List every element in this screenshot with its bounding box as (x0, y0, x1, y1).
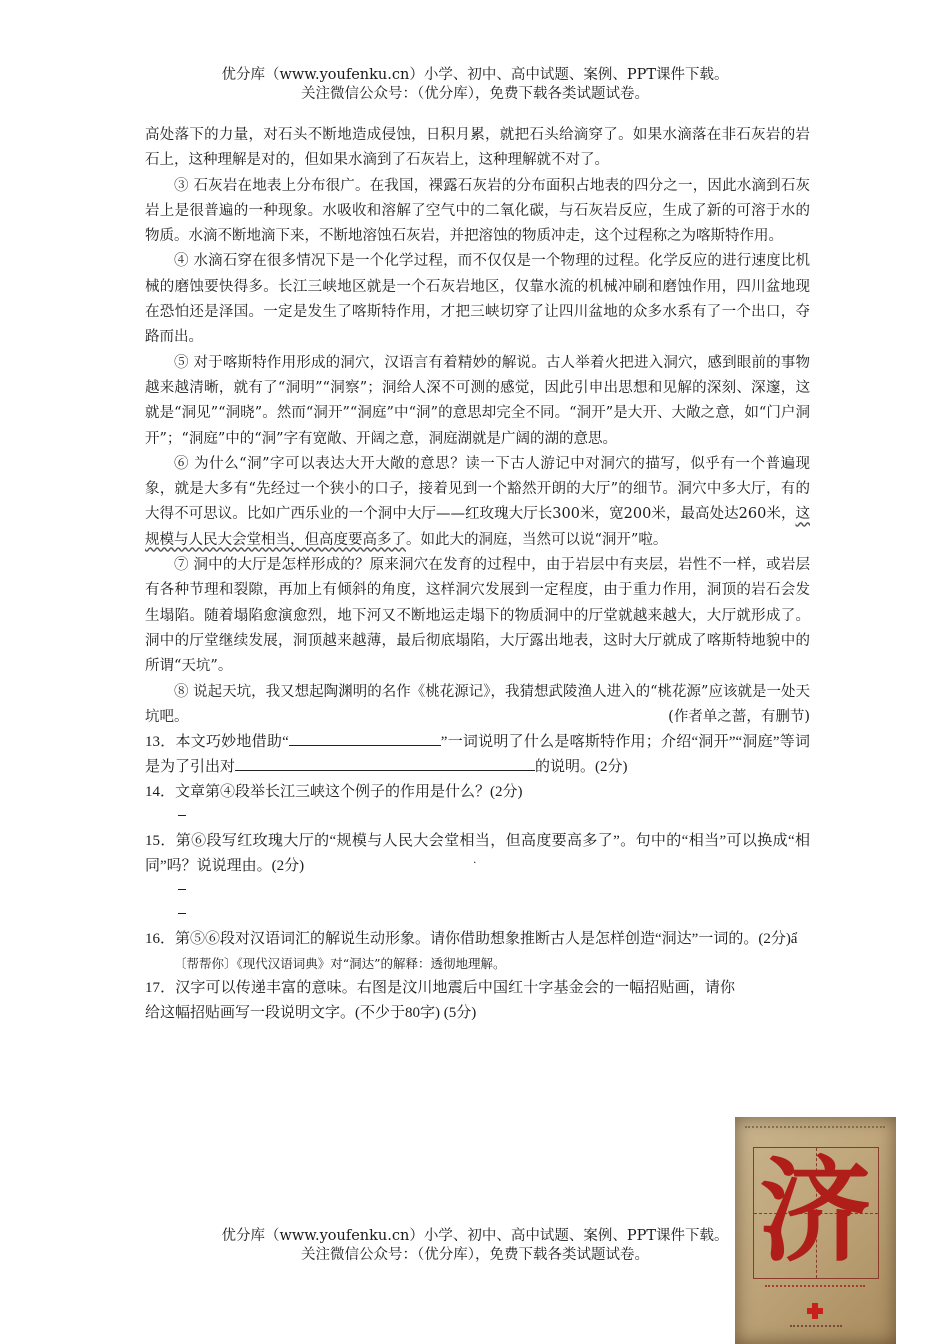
author-note: (作者单之蔷，有删节) (668, 708, 810, 725)
paragraph-6-text-a: ⑥ 为什么“洞”字可以表达大开大敞的意思？读一下古人游记中对洞穴的描写，似乎有一个普遍现象，就是大多有“先经过一个狭小的口子，接着见到一个豁然开朗的大厅”的细节。洞穴中多大厅，有的大得不可思议。比如广西乐业的一个洞中大厅——红玫瑰大厅长300米，宽200米，最高处达260米， (145, 455, 810, 523)
wavy-underlined-sentence: 这规模与人民大会堂相当，但高度要高多了 (145, 506, 810, 548)
question-15 (145, 829, 810, 879)
paragraph-6 (145, 452, 810, 553)
q15-text-b: ，但高度要高多了”。句中的“相当”可以换成“相同”吗？说说理由。(2分) (145, 833, 810, 875)
page-footer (0, 1227, 950, 1265)
footer-line-2: 关注微信公众号：（优分库），免费下载各类试题试卷。 (301, 1247, 649, 1263)
q13-text-a: 13．本文巧妙地借助“ (145, 734, 289, 751)
q13-text-b: ”一词说明了什么是喀斯特作用；介绍“洞开”“洞庭”等词是为了引出对 (145, 734, 810, 776)
paragraph-8-text: ⑧ 说起天坑，我又想起陶渊明的名作《桃花源记》，我猜想武陵渔人进入的“桃花源”应该就是一处天坑吧。 (145, 683, 810, 725)
reading-passage (145, 123, 810, 1026)
q15-text-a: 15．第⑥段写红玫瑰大厅的“规模与人民大会堂 (145, 833, 460, 850)
page-header (0, 66, 950, 104)
q15-answer-line-1[interactable] (145, 879, 810, 903)
question-14: 14．文章第④段举长江三峡这个例子的作用是什么？(2分) (145, 784, 523, 801)
poster-organization-caption (790, 1325, 842, 1331)
question-17: 17．汉字可以传递丰富的意味。右图是汶川地震后中国红十字基金会的一幅招贴画，请你给这幅招贴画写一段说明文字。(不少于80字) (5分) (145, 980, 735, 1022)
poster-slogan (765, 1285, 865, 1291)
red-cross-icon (807, 1303, 823, 1319)
q13-answer-blank-2[interactable] (235, 755, 535, 771)
footer-line-1: 优分库（www.youfenku.cn）小学、初中、高中试题、案例、PPT课件下载。 (221, 1228, 729, 1244)
question-16: 16．第⑤⑥段对汉语词汇的解说生动形象。请你借助想象推断古人是怎样创造“洞达”一词的。(2分)ẩ (145, 931, 798, 948)
paragraph-7: ⑦ 洞中的大厅是怎样形成的？原来洞穴在发育的过程中，由于岩层中有夹层，岩性不一样，或岩层有各种节理和裂隙，再加上有倾斜的角度，这样洞穴发展到一定程度，由于重力作用，洞顶的岩石会发生塌陷。随着塌陷愈演愈烈，地下河又不断地运走塌下的物质洞中的厅堂就越来越大，大厅就形成了。洞中的厅堂继续发展，洞顶越来越薄，最后彻底塌陷，大厅露出地表，这时大厅就成了喀斯特地貌中的所谓“天坑”。 (145, 557, 810, 675)
paragraph-6-text-b: 。如此大的洞庭，当然可以说“洞开”啦。 (406, 531, 668, 548)
q14-answer-line[interactable] (145, 805, 810, 829)
q13-text-c: 的说明。(2分) (535, 759, 628, 776)
header-line-1: 优分库（www.youfenku.cn）小学、初中、高中试题、案例、PPT课件下载。 (221, 67, 729, 83)
paragraph-4: ④ 水滴石穿在很多情况下是一个化学过程，而不仅仅是一个物理的过程。化学反应的进行速度比机械的磨蚀要快得多。长江三峡地区就是一个石灰岩地区，仅靠水流的机械冲刷和磨蚀作用，四川盆地现在恐怕还是泽国。一定是发生了喀斯特作用，才把三峡切穿了让四川盆地的众多水系有了一个出口，夺路而出。 (145, 253, 810, 346)
poster-character: 济 (759, 1147, 871, 1277)
paragraph-5: ⑤ 对于喀斯特作用形成的洞穴，汉语言有着精妙的解说。古人举着火把进入洞穴，感到眼前的事物越来越清晰，就有了“洞明”“洞察”；洞给人深不可测的感觉，因此引申出思想和见解的深刻、深邃，这就是“洞见”“洞晓”。然而“洞开”“洞庭”中“洞”的意思却完全不同。“洞开”是大开、大敞之意，如“门户洞开”；“洞庭”中的“洞”字有宽敞、开阔之意，洞庭湖就是广阔的湖的意思。 (145, 354, 810, 447)
header-line-2: 关注微信公众号：（优分库），免费下载各类试题试卷。 (301, 86, 649, 102)
q15-emphasized-word: 相当 (459, 833, 491, 850)
q13-answer-blank-1[interactable] (289, 730, 441, 746)
q16-help-note: 〔帮帮你〕《现代汉语词典》对“洞达”的解释：透彻地理解。 (174, 956, 506, 972)
paragraph-8 (145, 680, 810, 731)
question-13 (145, 730, 810, 780)
q15-answer-line-2[interactable] (145, 903, 810, 927)
paragraph-continued: 高处落下的力量，对石头不断地造成侵蚀，日积月累，就把石头给滴穿了。如果水滴落在非石灰岩的岩石上，这种理解是对的，但如果水滴到了石灰岩上，这种理解就不对了。 (145, 127, 810, 169)
paragraph-3: ③ 石灰岩在地表上分布很广。在我国，裸露石灰岩的分布面积占地表的四分之一，因此水滴到石灰岩上是很普遍的一种现象。水吸收和溶解了空气中的二氧化碳，与石灰岩反应，生成了新的可溶于水的物质。水滴不断地滴下来，不断地溶蚀石灰岩，并把溶蚀的物质冲走，这个过程称之为喀斯特作用。 (145, 177, 810, 245)
poster-top-caption (745, 1126, 885, 1134)
